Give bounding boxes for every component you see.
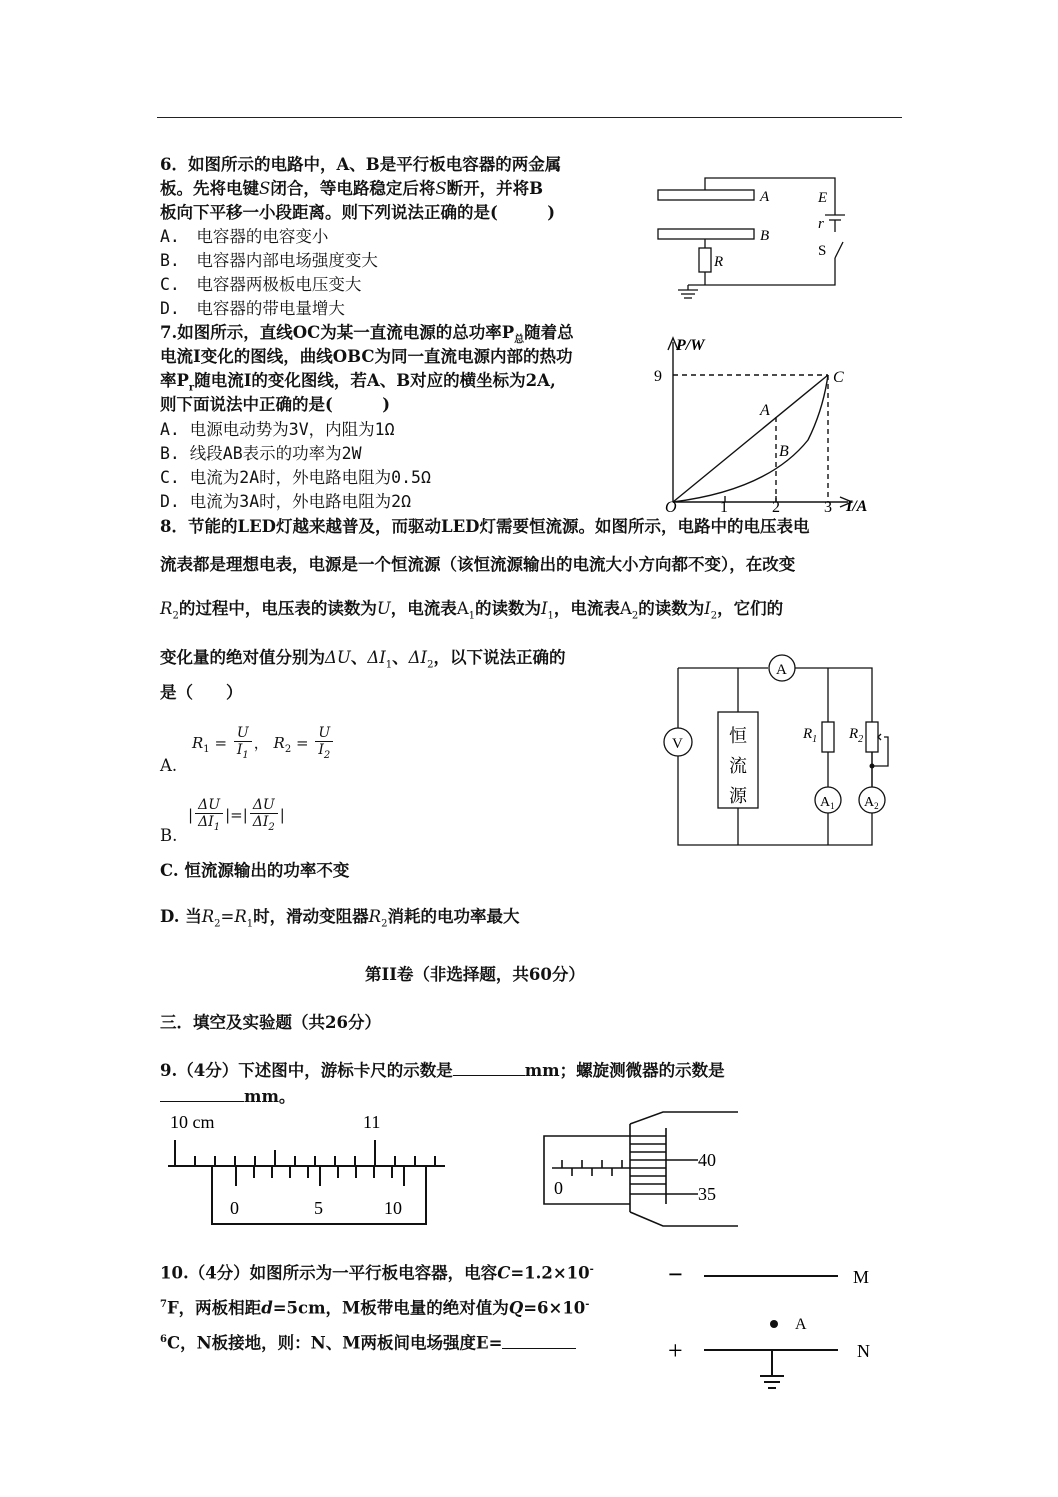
q9-vernier-label-10cm: 10 cm (170, 1112, 215, 1132)
q8-option-d: D. 当$R_2=R_1$时，滑动变阻器$R_2$消耗的电功率最大 (160, 907, 520, 930)
q9-vernier-label-5: 5 (314, 1198, 323, 1218)
q6-option-a: A. 电容器的电容变小 (160, 227, 329, 246)
q8-line-2: 流表都是理想电表，电源是一个恒流源（该恒流源输出的电流大小方向都不变），在改变 (160, 555, 796, 574)
q6-fig-e: E (818, 190, 828, 206)
header-rule (157, 117, 902, 118)
q8-fig-src-2: 流 (729, 756, 747, 776)
q8-fig-ammeter: A (776, 662, 787, 678)
q8-option-a-label: A. (160, 756, 178, 775)
q9-vernier-caliper-figure (160, 1108, 450, 1230)
q8-line-1: 8．节能的LED灯越来越普及，而驱动LED灯需要恒流源。如图所示，电路中的电压表电 (160, 517, 810, 536)
q6-fig-r-small: r (818, 216, 824, 232)
q10-capacitor-figure (660, 1258, 890, 1408)
q6-fig-r: R (714, 254, 724, 270)
q10-fig-plus: + (668, 1336, 683, 1365)
q6-line-2: 板。先将电键S闭合，等电路稳定后将S断开，并将B (160, 179, 544, 198)
q10-line-3: $^6$C，N板接地，则：N、M两板间电场强度E= (160, 1329, 576, 1355)
q8-circuit-figure (662, 650, 894, 850)
q10-line-1: 10.（4分）如图所示为一平行板电容器，电容C=1.2×10- (160, 1263, 594, 1283)
q7-xlabel: I/A (846, 498, 868, 515)
q7-option-a: A. 电源电动势为3V，内阻为1Ω (160, 420, 395, 439)
q7-line-3: 率$P_r$随电流I的变化图线，若A、B对应的横坐标为2A, (160, 371, 556, 394)
q8-line-4: 变化量的绝对值分别为ΔU、$\Delta I_1$、$\Delta I_2$，以下说法正确的 (160, 648, 566, 671)
q8-option-c: C. 恒流源输出的功率不变 (160, 861, 350, 880)
section-3-title: 三．填空及实验题（共26分） (160, 1013, 381, 1032)
q8-fig-voltmeter: V (672, 736, 683, 752)
q6-option-d: D. 电容器的带电量增大 (160, 299, 345, 318)
q8-fig-a2: $A_2$ (864, 795, 879, 811)
q6-option-c: C. 电容器两极板电压变大 (160, 275, 362, 294)
q7-point-a: A (760, 402, 770, 419)
q8-fig-src-1: 恒 (729, 726, 747, 746)
q10-fig-a: A (795, 1316, 807, 1333)
q6-option-b: B. 电容器内部电场强度变大 (160, 251, 378, 270)
q6-circuit-figure (650, 170, 855, 310)
q10-line-2: $^7$F，两板相距d=5cm，M板带电量的绝对值为Q=6×10- (160, 1298, 590, 1318)
q8-option-b-formula: | $\frac{\Delta U}{\Delta I_1}$ |=| $\frac{\Delta U}{\Delta I_2}$ | (188, 796, 285, 833)
q6-fig-a: A (760, 189, 770, 205)
q7-ylabel: P/W (676, 337, 705, 354)
q8-fig-r1: $R_1$ (803, 726, 818, 745)
q7-tick-x3: 3 (824, 499, 832, 516)
q6-line-3: 板向下平移一小段距离。则下列说法正确的是( ) (160, 203, 556, 222)
q7-option-b: B. 线段AB表示的功率为2W (160, 444, 362, 463)
q7-point-c: C (833, 369, 844, 386)
q8-fig-src-3: 源 (729, 786, 747, 806)
q8-line-3: $R_2$的过程中，电压表的读数为U，电流表$A_1$的读数为$I_1$，电流表$A_2$的读数为$I_2$，它们的 (160, 599, 784, 622)
q6-fig-s: S (818, 243, 827, 259)
q6-line-1: 6．如图所示的电路中，A、B是平行板电容器的两金属 (160, 155, 562, 174)
q10-fig-minus: − (668, 1260, 683, 1289)
q9-line-2: mm。 (160, 1086, 295, 1108)
q9-micrometer-label-40: 40 (698, 1150, 716, 1170)
q10-answer-blank[interactable] (502, 1334, 576, 1349)
q8-line-5: 是（ ） (160, 683, 243, 702)
q6-fig-b: B (760, 228, 770, 244)
q8-option-a-formula: $R_1$ = $\frac{U}{I_1}$ ， $R_2$ = $\frac{U}{I_2}$ (192, 718, 335, 768)
q7-tick-y9: 9 (654, 368, 662, 385)
q7-option-c: C. 电流为2A时，外电路电阻为0.5Ω (160, 468, 431, 487)
q7-line-1: 7.如图所示，直线OC为某一直流电源的总功率$P_总$随着总 (160, 323, 574, 346)
q7-line-4: 则下面说法中正确的是( ) (160, 395, 391, 414)
q9-vernier-answer-blank[interactable] (453, 1061, 525, 1076)
q9-vernier-label-10: 10 (384, 1198, 402, 1218)
q8-fig-r2: $R_2$ (849, 726, 864, 745)
q9-micrometer-label-35: 35 (698, 1184, 716, 1204)
q7-power-graph (648, 330, 873, 516)
q9-vernier-label-0: 0 (230, 1198, 239, 1218)
q7-option-d: D. 电流为3A时，外电路电阻为2Ω (160, 492, 412, 511)
q9-line-1: 9.（4分）下述图中，游标卡尺的示数是 mm；螺旋测微器的示数是 (160, 1061, 725, 1080)
q7-tick-x2: 2 (772, 499, 780, 516)
q8-option-b-label: B. (160, 826, 178, 845)
q9-vernier-label-11: 11 (363, 1112, 381, 1132)
q8-fig-a1: $A_1$ (820, 795, 835, 811)
q10-fig-m: M (853, 1267, 870, 1287)
q7-line-2: 电流I变化的图线，曲线OBC为同一直流电源内部的热功 (160, 347, 573, 366)
section-2-title: 第II卷（非选择题，共60分） (365, 965, 585, 984)
q10-fig-n: N (857, 1341, 870, 1361)
q7-origin: O (665, 499, 677, 516)
q7-tick-x1: 1 (720, 499, 728, 516)
q9-micrometer-label-0: 0 (554, 1178, 563, 1198)
q9-micrometer-answer-blank[interactable] (160, 1087, 244, 1102)
q9-micrometer-figure (538, 1108, 748, 1230)
q7-point-b: B (779, 443, 789, 460)
